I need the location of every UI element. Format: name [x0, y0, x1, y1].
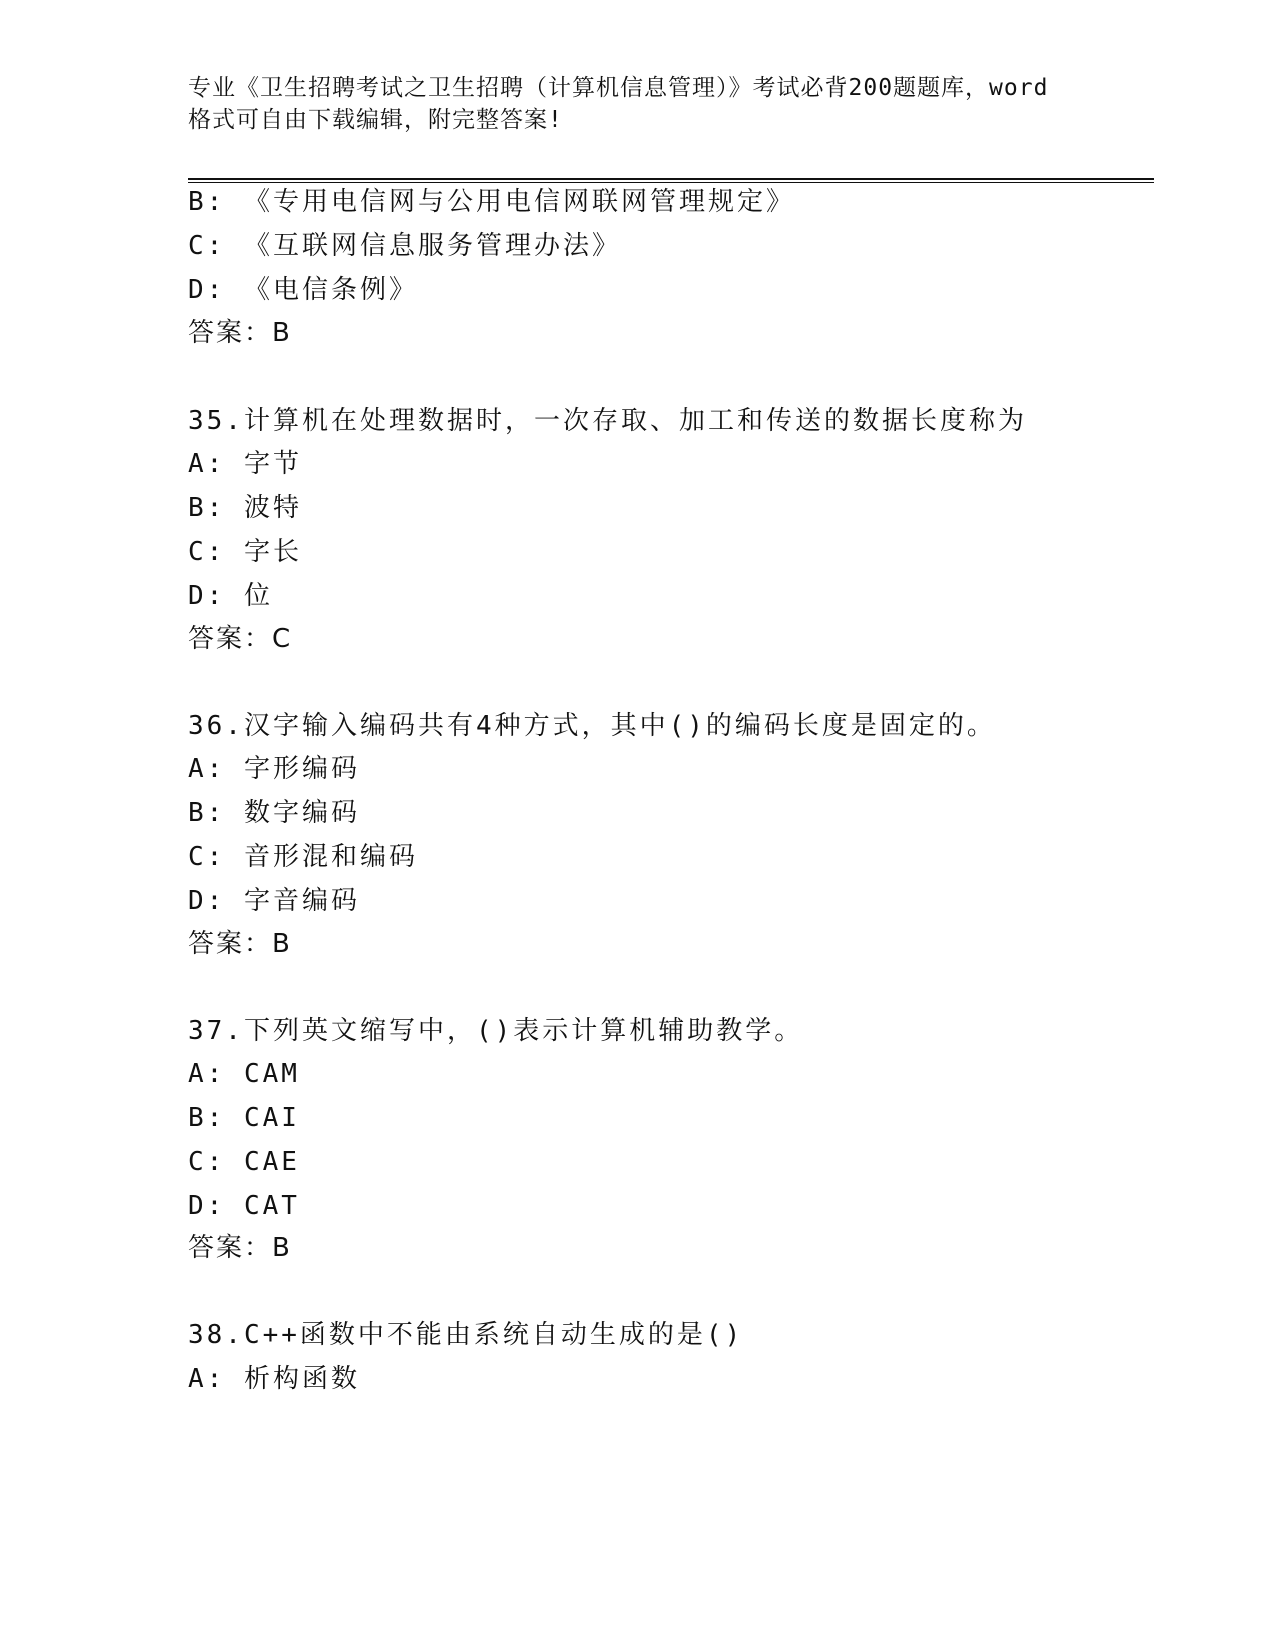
- q34-answer: 答案：B: [188, 318, 292, 348]
- q35-option-c: C: 字长: [188, 537, 302, 567]
- q36-option-c: C: 音形混和编码: [188, 842, 418, 872]
- q35-option-b: B: 波特: [188, 493, 302, 523]
- q36-question: 36.汉字输入编码共有4种方式，其中()的编码长度是固定的。: [188, 711, 996, 741]
- q38-question: 38.C++函数中不能由系统自动生成的是(): [188, 1320, 744, 1350]
- q37-question: 37.下列英文缩写中，()表示计算机辅助教学。: [188, 1016, 804, 1046]
- q37-option-a: A: CAM: [188, 1059, 300, 1089]
- q37-option-c: C: CAE: [188, 1147, 300, 1177]
- q35-question: 35.计算机在处理数据时，一次存取、加工和传送的数据长度称为: [188, 406, 1027, 436]
- q34-option-b: B: 《专用电信网与公用电信网联网管理规定》: [188, 187, 795, 217]
- q36-answer: 答案：B: [188, 929, 292, 959]
- q35-option-d: D: 位: [188, 581, 273, 611]
- q37-option-b: B: CAI: [188, 1103, 300, 1133]
- header-divider: [188, 178, 1154, 183]
- document-header: [188, 72, 1088, 136]
- q37-answer: 答案：B: [188, 1233, 292, 1263]
- q38-option-a: A: 析构函数: [188, 1364, 360, 1394]
- q35-answer: 答案：C: [188, 624, 293, 654]
- q35-option-a: A: 字节: [188, 449, 302, 479]
- q36-option-d: D: 字音编码: [188, 886, 360, 916]
- q34-option-d: D: 《电信条例》: [188, 275, 418, 305]
- q36-option-b: B: 数字编码: [188, 798, 360, 828]
- header-line-1: 专业《卫生招聘考试之卫生招聘（计算机信息管理）》考试必背200题题库，word: [188, 75, 1049, 101]
- q36-option-a: A: 字形编码: [188, 754, 360, 784]
- q37-option-d: D: CAT: [188, 1191, 300, 1221]
- header-line-2: 格式可自由下载编辑，附完整答案!: [188, 107, 563, 133]
- q34-option-c: C: 《互联网信息服务管理办法》: [188, 231, 621, 261]
